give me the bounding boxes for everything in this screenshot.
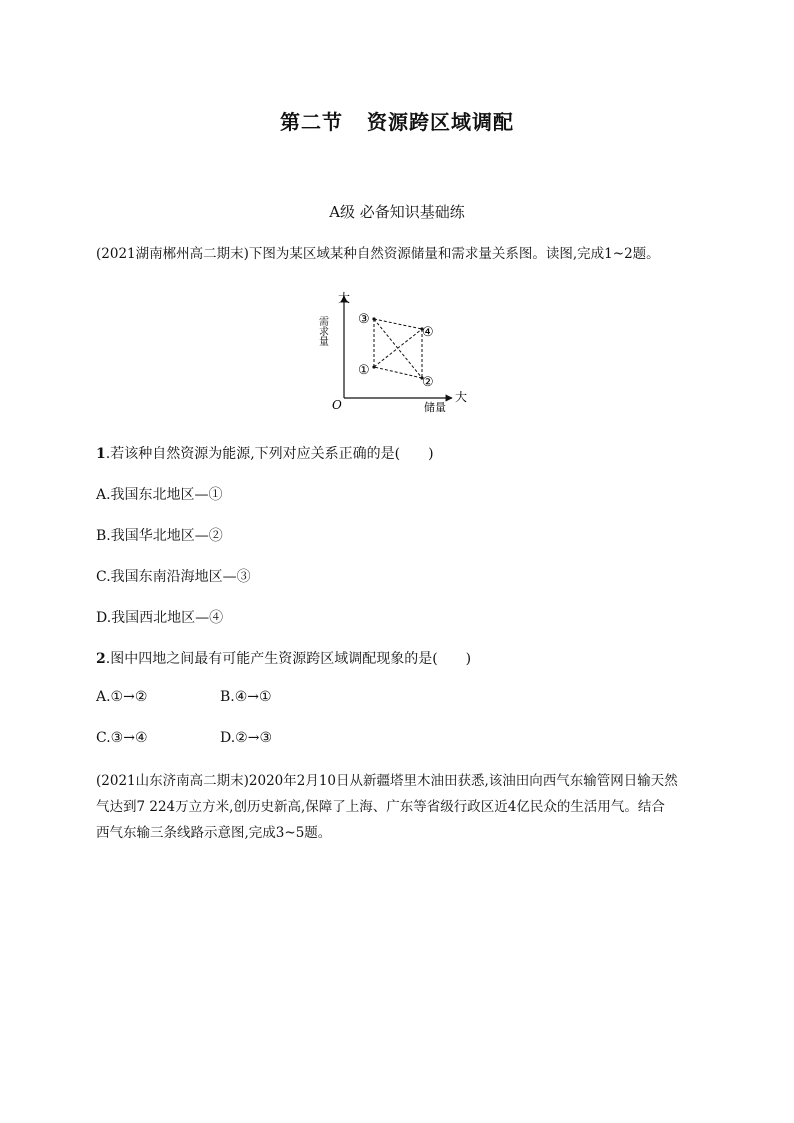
option-2c[interactable]: C.③→④	[96, 730, 148, 746]
point-1-dot	[372, 365, 375, 368]
option-2b[interactable]: B.④→①	[220, 689, 272, 705]
point-2-label: ②	[422, 375, 434, 390]
question-2	[96, 648, 471, 668]
passage-2-line: 气达到7 224万立方米,创历史新高,保障了上海、广东等省级行政区近4亿民众的生活用气。结合	[96, 799, 665, 815]
option-2a[interactable]: A.①→②	[96, 689, 148, 705]
x-axis-label: 储量	[424, 401, 446, 414]
option-1b[interactable]: B.我国华北地区—②	[96, 528, 223, 544]
question-stem: .图中四地之间最有可能产生资源跨区域调配现象的是( )	[105, 651, 472, 667]
question-number: 2	[96, 651, 106, 667]
passage-1: (2021湖南郴州高二期末)下图为某区域某种自然资源储量和需求量关系图。读图,完成1~2题。	[96, 246, 660, 262]
origin-label: O	[332, 398, 342, 412]
option-2d[interactable]: D.②→③	[220, 730, 273, 746]
question-1	[96, 443, 434, 463]
dashed-connections	[374, 319, 422, 378]
passage-2	[96, 768, 716, 846]
option-1d[interactable]: D.我国西北地区—④	[96, 610, 224, 626]
section-number: 第二节	[280, 110, 343, 134]
level-heading: A级 必备知识基础练	[329, 203, 465, 221]
resource-diagram	[318, 288, 478, 413]
question-number: 1	[96, 446, 106, 462]
x-axis-end-label: 大	[455, 390, 468, 404]
point-3-dot	[372, 317, 375, 320]
page-title	[0, 106, 794, 135]
passage-2-line: (2021山东济南高二期末)2020年2月10日从新疆塔里木油田获悉,该油田向西气东输管网日输天然	[96, 773, 678, 789]
passage-2-line: 西气东输三条线路示意图,完成3~5题。	[96, 825, 332, 841]
option-1c[interactable]: C.我国东南沿海地区—③	[96, 569, 251, 585]
y-axis-label: 需求量	[316, 316, 328, 346]
question-stem: .若该种自然资源为能源,下列对应关系正确的是( )	[105, 446, 434, 462]
point-3-label: ③	[358, 312, 370, 327]
y-axis-end-label: 大	[338, 291, 351, 305]
section-title: 资源跨区域调配	[367, 110, 514, 134]
option-1a[interactable]: A.我国东北地区—①	[96, 487, 223, 503]
point-4-label: ④	[422, 325, 434, 340]
point-1-label: ①	[358, 363, 370, 378]
